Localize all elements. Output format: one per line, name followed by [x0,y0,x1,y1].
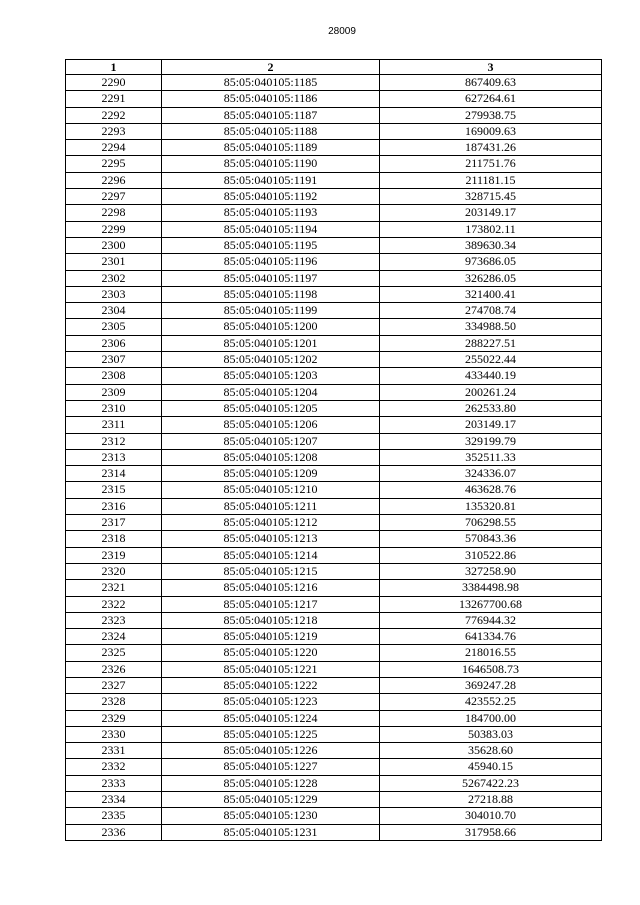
cadastral-number-cell: 85:05:040105:1204 [162,384,380,400]
value-cell: 3384498.98 [380,580,602,596]
table-row [66,107,602,123]
row-number-cell: 2336 [66,824,162,840]
value-cell: 334988.50 [380,319,602,335]
cadastral-number-cell: 85:05:040105:1216 [162,580,380,596]
cadastral-number-cell: 85:05:040105:1192 [162,189,380,205]
table-row [66,792,602,808]
cadastral-number-cell: 85:05:040105:1225 [162,726,380,742]
value-cell: 352511.33 [380,449,602,465]
table-row [66,694,602,710]
value-cell: 327258.90 [380,563,602,579]
row-number-cell: 2310 [66,400,162,416]
table-row [66,140,602,156]
cadastral-number-cell: 85:05:040105:1202 [162,352,380,368]
table-row [66,172,602,188]
cadastral-number-cell: 85:05:040105:1190 [162,156,380,172]
row-number-cell: 2332 [66,759,162,775]
row-number-cell: 2325 [66,645,162,661]
cadastral-number-cell: 85:05:040105:1222 [162,677,380,693]
table-row [66,743,602,759]
cadastral-number-cell: 85:05:040105:1189 [162,140,380,156]
value-cell: 321400.41 [380,286,602,302]
cadastral-number-cell: 85:05:040105:1218 [162,612,380,628]
table-row [66,531,602,547]
cadastral-number-cell: 85:05:040105:1206 [162,417,380,433]
row-number-cell: 2329 [66,710,162,726]
cadastral-number-cell: 85:05:040105:1212 [162,515,380,531]
value-cell: 211751.76 [380,156,602,172]
table-row [66,710,602,726]
cadastral-number-cell: 85:05:040105:1214 [162,547,380,563]
value-cell: 776944.32 [380,612,602,628]
cadastral-number-cell: 85:05:040105:1226 [162,743,380,759]
table-row [66,677,602,693]
value-cell: 203149.17 [380,205,602,221]
table-row [66,547,602,563]
value-cell: 274708.74 [380,303,602,319]
table-row [66,433,602,449]
value-cell: 262533.80 [380,400,602,416]
value-cell: 187431.26 [380,140,602,156]
cadastral-number-cell: 85:05:040105:1188 [162,123,380,139]
row-number-cell: 2321 [66,580,162,596]
table-body [66,75,602,841]
table-row [66,629,602,645]
cadastral-number-cell: 85:05:040105:1186 [162,91,380,107]
cadastral-value-table [65,59,602,841]
value-cell: 423552.25 [380,694,602,710]
value-cell: 200261.24 [380,384,602,400]
value-cell: 218016.55 [380,645,602,661]
row-number-cell: 2334 [66,792,162,808]
table-row [66,596,602,612]
value-cell: 867409.63 [380,75,602,91]
value-cell: 184700.00 [380,710,602,726]
value-cell: 329199.79 [380,433,602,449]
row-number-cell: 2324 [66,629,162,645]
cadastral-number-cell: 85:05:040105:1198 [162,286,380,302]
row-number-cell: 2294 [66,140,162,156]
cadastral-number-cell: 85:05:040105:1227 [162,759,380,775]
cadastral-number-cell: 85:05:040105:1213 [162,531,380,547]
table-row [66,237,602,253]
value-cell: 45940.15 [380,759,602,775]
table-row [66,482,602,498]
value-cell: 5267422.23 [380,775,602,791]
row-number-cell: 2302 [66,270,162,286]
cadastral-number-cell: 85:05:040105:1211 [162,498,380,514]
row-number-cell: 2307 [66,352,162,368]
table-row [66,759,602,775]
value-cell: 641334.76 [380,629,602,645]
row-number-cell: 2312 [66,433,162,449]
table-row [66,449,602,465]
table-row [66,286,602,302]
table-header [66,60,602,75]
header-row [66,60,602,75]
row-number-cell: 2290 [66,75,162,91]
value-cell: 973686.05 [380,254,602,270]
row-number-cell: 2327 [66,677,162,693]
row-number-cell: 2291 [66,91,162,107]
row-number-cell: 2330 [66,726,162,742]
cadastral-number-cell: 85:05:040105:1210 [162,482,380,498]
row-number-cell: 2301 [66,254,162,270]
row-number-cell: 2315 [66,482,162,498]
value-cell: 326286.05 [380,270,602,286]
cadastral-number-cell: 85:05:040105:1219 [162,629,380,645]
row-number-cell: 2304 [66,303,162,319]
table-row [66,498,602,514]
table-row [66,824,602,840]
cadastral-number-cell: 85:05:040105:1195 [162,237,380,253]
cadastral-number-cell: 85:05:040105:1196 [162,254,380,270]
row-number-cell: 2326 [66,661,162,677]
table-row [66,775,602,791]
value-cell: 288227.51 [380,335,602,351]
table-row [66,221,602,237]
cadastral-number-cell: 85:05:040105:1187 [162,107,380,123]
value-cell: 169009.63 [380,123,602,139]
table-row [66,156,602,172]
cadastral-number-cell: 85:05:040105:1223 [162,694,380,710]
cadastral-number-cell: 85:05:040105:1201 [162,335,380,351]
cadastral-number-cell: 85:05:040105:1194 [162,221,380,237]
cadastral-number-cell: 85:05:040105:1215 [162,563,380,579]
table-row [66,319,602,335]
table-row [66,91,602,107]
cadastral-number-cell: 85:05:040105:1208 [162,449,380,465]
value-cell: 304010.70 [380,808,602,824]
table-row [66,303,602,319]
table-row [66,384,602,400]
table-row [66,808,602,824]
cadastral-number-cell: 85:05:040105:1230 [162,808,380,824]
row-number-cell: 2320 [66,563,162,579]
table-row [66,612,602,628]
value-cell: 389630.34 [380,237,602,253]
value-cell: 279938.75 [380,107,602,123]
value-cell: 463628.76 [380,482,602,498]
value-cell: 211181.15 [380,172,602,188]
row-number-cell: 2335 [66,808,162,824]
row-number-cell: 2313 [66,449,162,465]
row-number-cell: 2331 [66,743,162,759]
row-number-cell: 2308 [66,368,162,384]
value-cell: 13267700.68 [380,596,602,612]
cadastral-number-cell: 85:05:040105:1229 [162,792,380,808]
table-row [66,189,602,205]
cadastral-number-cell: 85:05:040105:1209 [162,466,380,482]
table-row [66,580,602,596]
row-number-cell: 2309 [66,384,162,400]
value-cell: 255022.44 [380,352,602,368]
row-number-cell: 2333 [66,775,162,791]
column-header-2: 2 [162,60,380,75]
cadastral-number-cell: 85:05:040105:1193 [162,205,380,221]
row-number-cell: 2328 [66,694,162,710]
table-row [66,123,602,139]
cadastral-number-cell: 85:05:040105:1207 [162,433,380,449]
column-header-3: 3 [380,60,602,75]
table-row [66,515,602,531]
value-cell: 570843.36 [380,531,602,547]
row-number-cell: 2306 [66,335,162,351]
value-cell: 433440.19 [380,368,602,384]
cadastral-number-cell: 85:05:040105:1217 [162,596,380,612]
value-cell: 310522.86 [380,547,602,563]
row-number-cell: 2316 [66,498,162,514]
table-row [66,466,602,482]
row-number-cell: 2314 [66,466,162,482]
row-number-cell: 2292 [66,107,162,123]
table-row [66,400,602,416]
cadastral-number-cell: 85:05:040105:1199 [162,303,380,319]
row-number-cell: 2295 [66,156,162,172]
row-number-cell: 2297 [66,189,162,205]
value-cell: 50383.03 [380,726,602,742]
value-cell: 369247.28 [380,677,602,693]
table-row [66,563,602,579]
table-row [66,254,602,270]
cadastral-number-cell: 85:05:040105:1203 [162,368,380,384]
table-row [66,335,602,351]
page-number: 28009 [328,26,356,37]
table-row [66,645,602,661]
table-row [66,417,602,433]
table-row [66,661,602,677]
value-cell: 1646508.73 [380,661,602,677]
value-cell: 328715.45 [380,189,602,205]
cadastral-number-cell: 85:05:040105:1197 [162,270,380,286]
cadastral-number-cell: 85:05:040105:1220 [162,645,380,661]
row-number-cell: 2303 [66,286,162,302]
row-number-cell: 2319 [66,547,162,563]
value-cell: 27218.88 [380,792,602,808]
value-cell: 706298.55 [380,515,602,531]
row-number-cell: 2311 [66,417,162,433]
row-number-cell: 2296 [66,172,162,188]
row-number-cell: 2323 [66,612,162,628]
row-number-cell: 2299 [66,221,162,237]
cadastral-number-cell: 85:05:040105:1200 [162,319,380,335]
row-number-cell: 2318 [66,531,162,547]
value-cell: 317958.66 [380,824,602,840]
table-row [66,270,602,286]
table-row [66,352,602,368]
value-cell: 203149.17 [380,417,602,433]
row-number-cell: 2298 [66,205,162,221]
value-cell: 324336.07 [380,466,602,482]
cadastral-number-cell: 85:05:040105:1205 [162,400,380,416]
table-row [66,726,602,742]
value-cell: 627264.61 [380,91,602,107]
cadastral-number-cell: 85:05:040105:1185 [162,75,380,91]
cadastral-number-cell: 85:05:040105:1221 [162,661,380,677]
row-number-cell: 2300 [66,237,162,253]
row-number-cell: 2317 [66,515,162,531]
table-row [66,75,602,91]
column-header-1: 1 [66,60,162,75]
cadastral-number-cell: 85:05:040105:1191 [162,172,380,188]
value-cell: 173802.11 [380,221,602,237]
value-cell: 35628.60 [380,743,602,759]
row-number-cell: 2293 [66,123,162,139]
table-row [66,368,602,384]
table-row [66,205,602,221]
value-cell: 135320.81 [380,498,602,514]
row-number-cell: 2305 [66,319,162,335]
cadastral-number-cell: 85:05:040105:1231 [162,824,380,840]
cadastral-number-cell: 85:05:040105:1224 [162,710,380,726]
cadastral-number-cell: 85:05:040105:1228 [162,775,380,791]
row-number-cell: 2322 [66,596,162,612]
